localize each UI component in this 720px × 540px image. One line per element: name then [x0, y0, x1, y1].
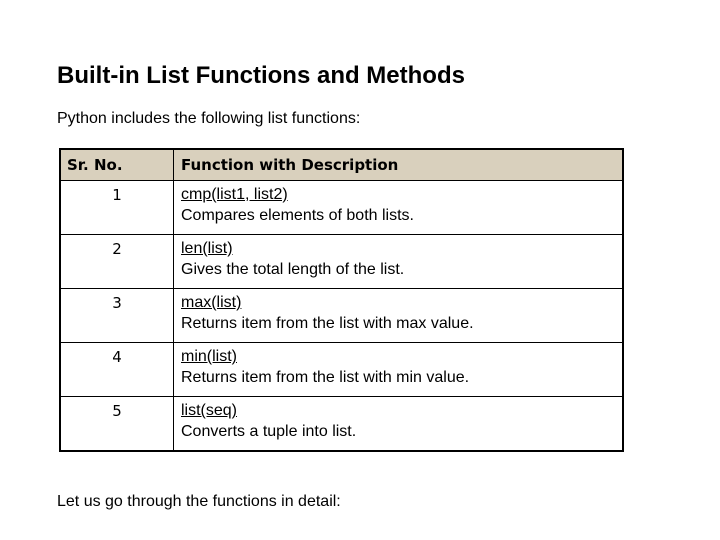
row-number: 2 — [60, 235, 174, 289]
function-link-len[interactable]: len(list) — [181, 240, 233, 257]
row-number: 5 — [60, 397, 174, 452]
function-link-cmp[interactable]: cmp(list1, list2) — [181, 186, 288, 203]
table-header-row — [60, 149, 623, 181]
function-description: Returns item from the list with max value. — [181, 315, 474, 332]
table-row — [60, 235, 623, 289]
row-description-cell — [174, 343, 624, 397]
table-row — [60, 397, 623, 452]
table-row — [60, 343, 623, 397]
header-function-description: Function with Description — [174, 149, 624, 181]
table-row — [60, 289, 623, 343]
intro-text: Python includes the following list functions: — [57, 110, 361, 127]
function-description: Compares elements of both lists. — [181, 207, 414, 224]
row-description-cell — [174, 289, 624, 343]
function-description: Converts a tuple into list. — [181, 423, 357, 440]
functions-table — [59, 148, 624, 452]
outro-text: Let us go through the functions in detail: — [57, 493, 341, 510]
table-row — [60, 181, 623, 235]
function-link-max[interactable]: max(list) — [181, 294, 242, 311]
function-description: Gives the total length of the list. — [181, 261, 405, 278]
page-title: Built-in List Functions and Methods — [57, 62, 465, 89]
function-link-list[interactable]: list(seq) — [181, 402, 238, 419]
row-number: 1 — [60, 181, 174, 235]
header-sr-no: Sr. No. — [60, 149, 174, 181]
row-number: 4 — [60, 343, 174, 397]
row-description-cell — [174, 235, 624, 289]
function-description: Returns item from the list with min value. — [181, 369, 470, 386]
function-link-min[interactable]: min(list) — [181, 348, 237, 365]
row-number: 3 — [60, 289, 174, 343]
row-description-cell — [174, 181, 624, 235]
row-description-cell — [174, 397, 624, 452]
